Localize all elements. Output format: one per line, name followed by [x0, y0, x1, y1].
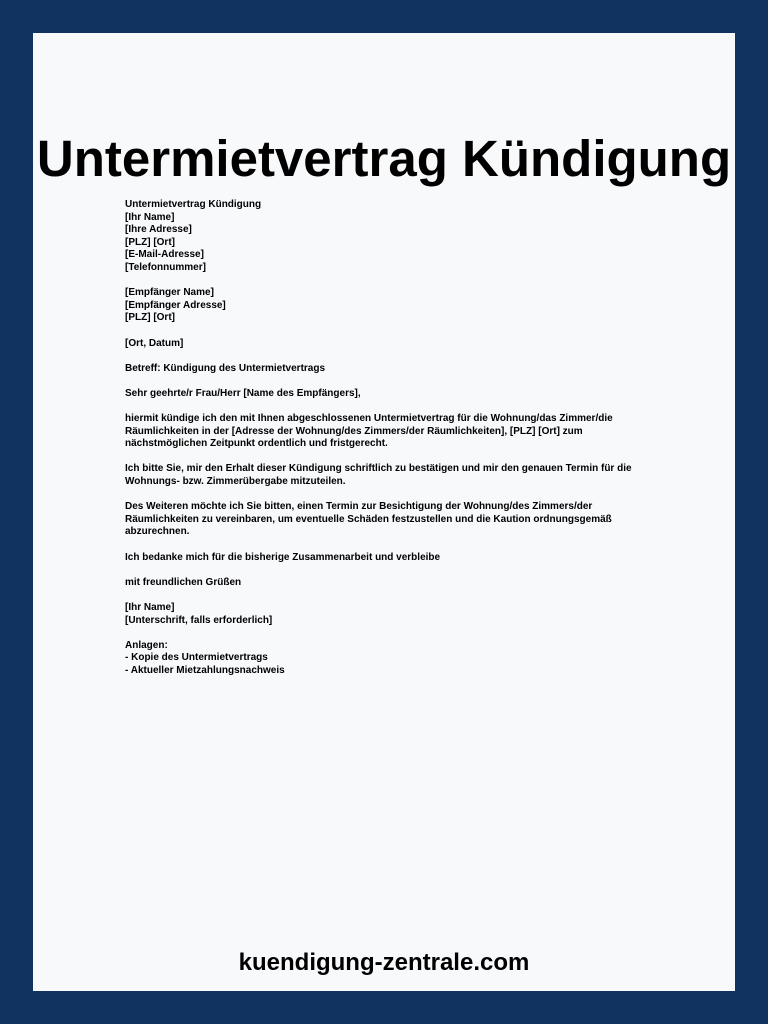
letter-body: [125, 199, 665, 690]
page-title: Untermietvertrag Kündigung: [36, 130, 732, 187]
signature-name: [Ihr Name]: [125, 602, 175, 613]
body-paragraph: Des Weiteren möchte ich Sie bitten, einen Termin zur Besichtigung der Wohnung/des Zimmers/der Räumlichkeiten zu vereinbaren, um eventuelle Schäden festzustellen und die Kaution ordnungsgemäß abzurechnen.: [125, 501, 612, 538]
salutation: Sehr geehrte/r Frau/Herr [Name des Empfängers],: [125, 387, 361, 399]
sender-name: [Ihr Name]: [125, 211, 175, 223]
sender-address: [Ihre Adresse]: [125, 224, 192, 236]
closing: mit freundlichen Grüßen: [125, 576, 242, 588]
body-paragraph: Ich bedanke mich für die bisherige Zusammenarbeit und verbleibe: [125, 551, 441, 563]
recipient-block: [125, 287, 665, 325]
letter-heading: Untermietvertrag Kündigung: [125, 199, 262, 210]
sender-email: [E-Mail-Adresse]: [125, 249, 204, 261]
attachments-label: Anlagen:: [125, 639, 168, 651]
subject-line: Betreff: Kündigung des Untermietvertrags: [125, 362, 326, 374]
attachment-item: - Kopie des Untermietvertrags: [125, 652, 268, 664]
recipient-city: [PLZ] [Ort]: [125, 312, 175, 324]
attachment-item: - Aktueller Mietzahlungsnachweis: [125, 664, 285, 676]
signature-block: [125, 602, 665, 627]
place-date: [Ort, Datum]: [125, 337, 184, 349]
sender-phone: [Telefonnummer]: [125, 261, 206, 273]
signature-line: [Unterschrift, falls erforderlich]: [125, 614, 273, 626]
recipient-address: [Empfänger Adresse]: [125, 299, 226, 311]
recipient-name: [Empfänger Name]: [125, 287, 214, 299]
sender-city: [PLZ] [Ort]: [125, 236, 175, 248]
sender-block: [125, 199, 665, 275]
body-paragraph: Ich bitte Sie, mir den Erhalt dieser Kündigung schriftlich zu bestätigen und mir den genauen Termin für die Wohnungs- bzw. Zimmerübergabe mitzuteilen.: [125, 463, 632, 488]
document-page: [33, 33, 735, 991]
body-paragraph: hiermit kündige ich den mit Ihnen abgeschlossenen Untermietvertrag für die Wohnung/das Zimmer/die Räumlichkeiten in der [Adresse der Wohnung/des Zimmers/der Räumlichkeiten], [PLZ] [Ort] zum nächstmöglichen Zeitpunkt ordentlich und fristgerecht.: [125, 413, 613, 450]
footer-site-name: kuendigung-zentrale.com: [238, 949, 530, 976]
attachments-block: [125, 640, 665, 678]
